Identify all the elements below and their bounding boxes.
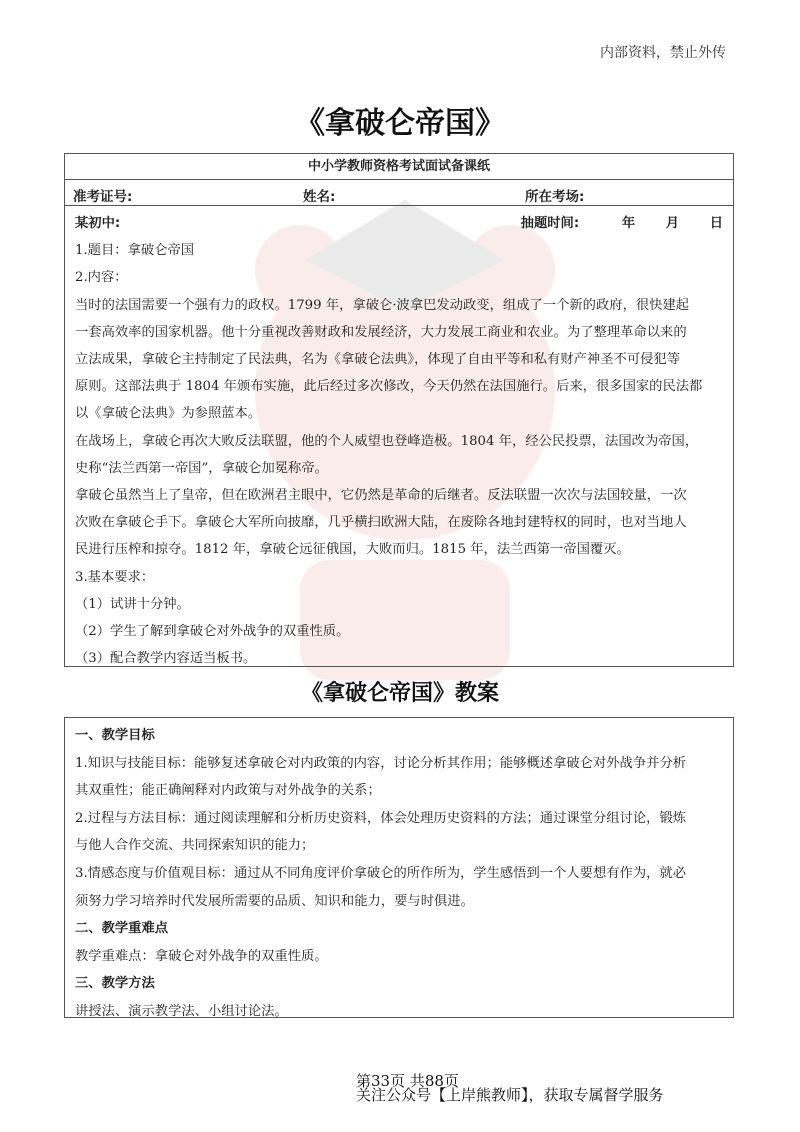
form-content xyxy=(65,206,733,672)
content-line: 3.基本要求： xyxy=(75,569,155,585)
content-line: （2）学生了解到拿破仑对外战争的双重性质。 xyxy=(75,624,350,640)
draw-time-label: 抽题时间: xyxy=(520,216,580,231)
content-line: 1.题目：拿破仑帝国 xyxy=(75,243,195,259)
section-title-key-points: 二、教学重难点 xyxy=(75,921,169,937)
day-label: 日 xyxy=(709,216,723,231)
month-label: 月 xyxy=(665,216,680,231)
exam-id-label: 准考证号: xyxy=(73,189,133,205)
section-title-objectives: 一、教学目标 xyxy=(75,728,155,743)
content-line: 当时的法国需要一个强有力的政权。1799 年，拿破仑·波拿巴发动政变，组成了一个新的政府，很快建起 xyxy=(75,297,690,313)
content-line: 原则。这部法典于 1804 年颁布实施，此后经过多次修改，今天仍然在法国施行。后来，很多国家的民法都 xyxy=(75,379,703,395)
objective-line: 须努力学习培养时代发展所需要的品质、知识和能力，要与时俱进。 xyxy=(75,893,474,909)
page-title: 《拿破仑帝国》 xyxy=(295,106,505,141)
section-title-methods: 三、教学方法 xyxy=(75,976,155,992)
draw-time xyxy=(521,210,723,237)
content-line: 一套高效率的国家机器。他十分重视改善财政和发展经济，大力发展工商业和农业。为了整理革命以来的 xyxy=(75,324,687,340)
content-line: （3）配合教学内容适当板书。 xyxy=(75,651,257,667)
methods-line: 讲授法、演示教学法、小组讨论法。 xyxy=(75,1003,288,1019)
objective-line: 3.情感态度与价值观目标：通过从不同角度评价拿破仑的所作所为，学生感悟到一个人要想有作为，就必 xyxy=(75,865,687,881)
form-heading: 中小学教师资格考试面试备课纸 xyxy=(65,154,733,180)
objective-line: 2.过程与方法目标：通过阅读理解和分析历史资料，体会处理历史资料的方法；通过课堂分组讨论，锻炼 xyxy=(75,810,687,826)
content-line: 次败在拿破仑手下。拿破仑大军所向披靡，几乎横扫欧洲大陆，在废除各地封建特权的同时，也对当地人 xyxy=(75,515,687,531)
key-points-line: 教学重难点：拿破仑对外战争的双重性质。 xyxy=(75,948,328,964)
content-line: 民进行压榨和掠夺。1812 年，拿破仑远征俄国，大败而归。1815 年，法兰西第一帝国覆灭。 xyxy=(75,542,630,558)
content-line: 立法成果，拿破仑主持制定了民法典，名为《拿破仑法典》，体现了自由平等和私有财产神圣不可侵犯等 xyxy=(75,352,681,368)
page-number: 第33页 共88页 xyxy=(356,1072,459,1090)
content-line: 以《拿破仑法典》为参照蓝本。 xyxy=(75,406,262,422)
lesson-plan-content xyxy=(65,718,733,1026)
lesson-plan xyxy=(64,717,734,1018)
name-label: 姓名: xyxy=(303,189,336,205)
objective-line: 其双重性；能正确阐释对内政策与对外战争的关系； xyxy=(75,783,381,799)
follow-notice: 关注公众号【上岸熊教师】，获取专属督学服务 xyxy=(356,1086,664,1104)
prep-form xyxy=(64,153,734,667)
content-line: 拿破仑虽然当上了皇帝，但在欧洲君主眼中，它仍然是革命的后继者。反法联盟一次次与法国较量，一次 xyxy=(75,488,687,504)
content-line: 2.内容： xyxy=(75,270,128,286)
content-line: 在战场上，拿破仑再次大败反法联盟，他的个人威望也登峰造极。1804 年，经公民投票，法国改为帝国， xyxy=(75,433,699,449)
objective-line: 1.知识与技能目标：能够复述拿破仑对内政策的内容，讨论分析其作用；能够概述拿破仑对外战争并分析 xyxy=(75,755,687,771)
objective-line: 与他人合作交流、共同探索知识的能力； xyxy=(75,838,315,854)
year-label: 年 xyxy=(621,216,636,231)
school-level: 某初中: xyxy=(75,216,121,231)
content-line: （1）试讲十分钟。 xyxy=(75,596,190,612)
content-line: 史称“法兰西第一帝国”，拿破仑加冕称帝。 xyxy=(75,460,328,476)
lesson-plan-title: 《拿破仑帝国》教案 xyxy=(300,681,499,706)
form-level-row xyxy=(75,210,723,237)
form-fields-row xyxy=(65,180,733,206)
confidential-notice: 内部资料，禁止外传 xyxy=(600,45,726,61)
venue-label: 所在考场: xyxy=(525,189,585,205)
